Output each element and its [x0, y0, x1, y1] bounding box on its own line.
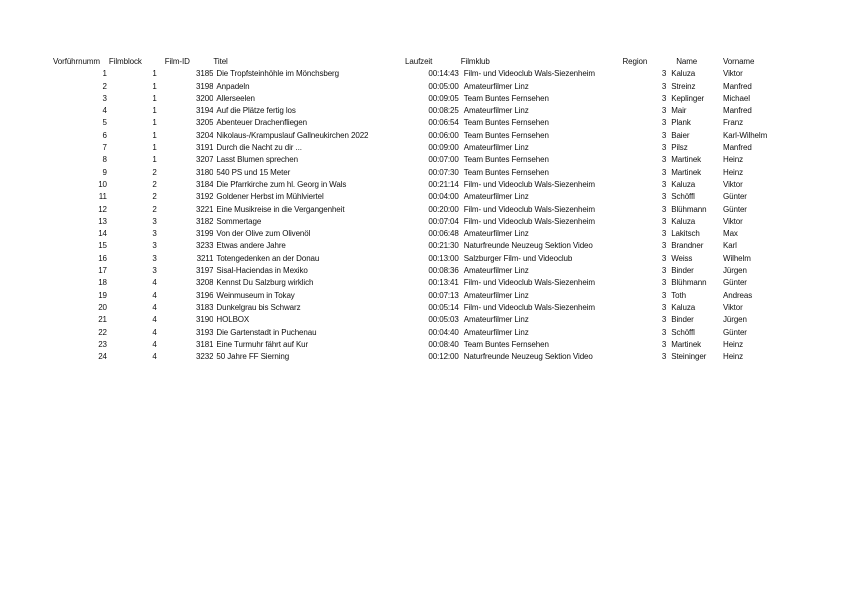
cell-vorfuehrnummer: 18 — [98, 278, 107, 288]
cell-name: Binder — [671, 266, 694, 276]
cell-film-id: 3185 — [196, 69, 214, 79]
cell-filmblock: 4 — [152, 302, 157, 312]
cell-film-id: 3196 — [196, 290, 214, 300]
cell-filmblock: 2 — [152, 167, 157, 177]
table-row — [53, 117, 773, 129]
cell-film-id: 3191 — [196, 143, 214, 153]
table-row — [53, 228, 773, 240]
cell-laufzeit: 00:05:00 — [428, 81, 459, 91]
cell-titel: Weinmuseum in Tokay — [216, 290, 295, 300]
cell-laufzeit: 00:07:00 — [428, 155, 459, 165]
cell-region: 3 — [661, 155, 667, 165]
cell-film-id: 3197 — [196, 266, 214, 276]
cell-film-id: 3193 — [196, 327, 214, 337]
table-row — [53, 179, 773, 191]
cell-vorname: Günter — [723, 327, 747, 337]
cell-film-id: 3208 — [196, 278, 214, 288]
cell-laufzeit: 00:04:40 — [428, 327, 459, 337]
cell-vorname: Manfred — [723, 106, 752, 116]
cell-filmblock: 1 — [152, 130, 157, 140]
cell-laufzeit: 00:06:00 — [428, 130, 459, 140]
cell-name: Brandner — [671, 241, 704, 251]
header-filmblock: Filmblock — [108, 57, 142, 66]
cell-vorname: Heinz — [723, 352, 743, 362]
cell-titel: Etwas andere Jahre — [216, 241, 286, 251]
cell-vorname: Wilhelm — [723, 253, 751, 263]
cell-region: 3 — [661, 315, 667, 325]
cell-film-id: 3194 — [196, 106, 214, 116]
cell-laufzeit: 00:21:30 — [428, 241, 459, 251]
cell-filmklub: Team Buntes Fernsehen — [463, 130, 549, 140]
cell-titel: Goldener Herbst im Mühlviertel — [216, 192, 324, 202]
cell-vorfuehrnummer: 6 — [102, 130, 107, 140]
cell-film-id: 3198 — [196, 81, 214, 91]
cell-titel: Sommertage — [216, 216, 262, 226]
cell-filmklub: Amateurfilmer Linz — [463, 192, 529, 202]
cell-name: Lakitsch — [671, 229, 700, 239]
cell-filmklub: Amateurfilmer Linz — [463, 327, 529, 337]
cell-filmklub: Film- und Videoclub Wals-Siezenheim — [463, 179, 595, 189]
cell-region: 3 — [661, 266, 667, 276]
cell-vorname: Viktor — [723, 179, 743, 189]
cell-vorname: Franz — [723, 118, 743, 128]
cell-filmklub: Film- und Videoclub Wals-Siezenheim — [463, 216, 595, 226]
cell-laufzeit: 00:07:13 — [428, 290, 459, 300]
cell-filmblock: 1 — [152, 143, 157, 153]
cell-vorname: Michael — [723, 93, 750, 103]
cell-name: Blühmann — [671, 278, 707, 288]
cell-laufzeit: 00:08:36 — [428, 266, 459, 276]
cell-region: 3 — [661, 327, 667, 337]
cell-film-id: 3184 — [196, 179, 214, 189]
cell-film-id: 3211 — [196, 253, 214, 263]
table-row — [53, 277, 773, 289]
table-row — [53, 81, 773, 93]
cell-name: Baier — [671, 130, 690, 140]
cell-filmklub: Team Buntes Fernsehen — [463, 118, 549, 128]
table-row — [53, 130, 773, 142]
cell-vorfuehrnummer: 19 — [98, 290, 107, 300]
cell-titel: Sisal-Haciendas in Mexiko — [216, 266, 308, 276]
cell-filmklub: Team Buntes Fernsehen — [463, 167, 549, 177]
cell-name: Pilsz — [671, 143, 688, 153]
table-row — [53, 167, 773, 179]
cell-name: Martinek — [671, 339, 702, 349]
cell-vorfuehrnummer: 24 — [98, 352, 107, 362]
cell-name: Streinz — [671, 81, 696, 91]
cell-titel: 540 PS und 15 Meter — [216, 167, 291, 177]
cell-titel: Lasst Blumen sprechen — [216, 155, 298, 165]
cell-region: 3 — [661, 192, 667, 202]
cell-filmblock: 1 — [152, 69, 157, 79]
cell-filmblock: 1 — [152, 93, 157, 103]
cell-vorname: Viktor — [723, 69, 743, 79]
cell-vorname: Günter — [723, 278, 747, 288]
cell-region: 3 — [661, 69, 667, 79]
cell-titel: Von der Olive zum Olivenöl — [216, 229, 311, 239]
cell-filmklub: Amateurfilmer Linz — [463, 229, 529, 239]
cell-filmklub: Naturfreunde Neuzeug Sektion Video — [463, 352, 593, 362]
cell-filmblock: 4 — [152, 290, 157, 300]
cell-name: Schöffl — [671, 327, 695, 337]
cell-laufzeit: 00:09:00 — [428, 143, 459, 153]
cell-vorfuehrnummer: 21 — [98, 315, 107, 325]
cell-laufzeit: 00:07:04 — [428, 216, 459, 226]
cell-film-id: 3200 — [196, 93, 214, 103]
cell-filmklub: Film- und Videoclub Wals-Siezenheim — [463, 204, 595, 214]
cell-region: 3 — [661, 302, 667, 312]
cell-film-id: 3232 — [196, 352, 214, 362]
cell-filmblock: 3 — [152, 229, 157, 239]
cell-filmklub: Salzburger Film- und Videoclub — [463, 253, 573, 263]
cell-vorfuehrnummer: 1 — [102, 69, 107, 79]
cell-titel: HOLBOX — [216, 315, 250, 325]
cell-titel: Die Pfarrkirche zum hl. Georg in Wals — [216, 179, 347, 189]
table-row — [53, 339, 773, 351]
cell-titel: Kennst Du Salzburg wirklich — [216, 278, 314, 288]
cell-vorname: Manfred — [723, 81, 752, 91]
cell-region: 3 — [661, 290, 667, 300]
cell-vorfuehrnummer: 11 — [98, 192, 107, 202]
cell-filmblock: 4 — [152, 352, 157, 362]
header-film-id: Film-ID — [164, 57, 190, 66]
cell-vorname: Karl — [723, 241, 737, 251]
cell-filmblock: 3 — [152, 216, 157, 226]
cell-name: Weiss — [671, 253, 693, 263]
cell-film-id: 3182 — [196, 216, 214, 226]
cell-vorname: Karl-Wilhelm — [723, 130, 768, 140]
cell-filmblock: 4 — [152, 327, 157, 337]
cell-vorfuehrnummer: 10 — [98, 179, 107, 189]
cell-vorfuehrnummer: 14 — [98, 229, 107, 239]
header-vorfuehrnummer: Vorführnumm — [53, 57, 100, 66]
table-row — [53, 327, 773, 339]
cell-titel: Abenteuer Drachenfliegen — [216, 118, 307, 128]
cell-name: Binder — [671, 315, 694, 325]
header-region: Region — [622, 57, 648, 66]
cell-region: 3 — [661, 106, 667, 116]
cell-titel: Durch die Nacht zu dir ... — [216, 143, 302, 153]
cell-vorname: Max — [723, 229, 738, 239]
cell-titel: Auf die Plätze fertig los — [216, 106, 296, 116]
cell-region: 3 — [661, 93, 667, 103]
cell-name: Schöffl — [671, 192, 695, 202]
header-vorname: Vorname — [723, 57, 755, 66]
cell-vorname: Günter — [723, 192, 747, 202]
cell-vorname: Viktor — [723, 216, 743, 226]
cell-laufzeit: 00:13:00 — [428, 253, 459, 263]
table-row — [53, 154, 773, 166]
spreadsheet-table-container — [53, 56, 773, 363]
cell-filmklub: Amateurfilmer Linz — [463, 315, 529, 325]
cell-vorfuehrnummer: 13 — [98, 216, 107, 226]
cell-film-id: 3192 — [196, 192, 214, 202]
cell-filmblock: 2 — [152, 179, 157, 189]
cell-region: 3 — [661, 118, 667, 128]
cell-film-id: 3204 — [196, 130, 214, 140]
cell-filmklub: Film- und Videoclub Wals-Siezenheim — [463, 69, 595, 79]
cell-laufzeit: 00:06:54 — [428, 118, 459, 128]
cell-filmblock: 3 — [152, 253, 157, 263]
cell-titel: Die Tropfsteinhöhle im Mönchsberg — [216, 69, 339, 79]
cell-titel: Anpadeln — [216, 81, 250, 91]
cell-laufzeit: 00:08:25 — [428, 106, 459, 116]
cell-vorfuehrnummer: 15 — [98, 241, 107, 251]
cell-laufzeit: 00:21:14 — [428, 179, 459, 189]
table-row — [53, 204, 773, 216]
cell-filmklub: Team Buntes Fernsehen — [463, 339, 549, 349]
cell-vorfuehrnummer: 22 — [98, 327, 107, 337]
table-row — [53, 302, 773, 314]
cell-laufzeit: 00:04:00 — [428, 192, 459, 202]
cell-vorname: Heinz — [723, 339, 743, 349]
table-row — [53, 191, 773, 203]
cell-film-id: 3190 — [196, 315, 214, 325]
cell-vorfuehrnummer: 2 — [102, 81, 107, 91]
cell-region: 3 — [661, 253, 667, 263]
cell-vorname: Heinz — [723, 167, 743, 177]
cell-region: 3 — [661, 241, 667, 251]
cell-region: 3 — [661, 216, 667, 226]
cell-filmklub: Team Buntes Fernsehen — [463, 93, 549, 103]
header-filmklub: Filmklub — [460, 57, 490, 66]
header-row — [53, 56, 773, 68]
cell-name: Kaluza — [671, 69, 696, 79]
cell-region: 3 — [661, 167, 667, 177]
cell-titel: Eine Turmuhr fährt auf Kur — [216, 339, 309, 349]
cell-filmblock: 2 — [152, 204, 157, 214]
cell-filmblock: 4 — [152, 339, 157, 349]
cell-filmklub: Naturfreunde Neuzeug Sektion Video — [463, 241, 593, 251]
cell-filmklub: Film- und Videoclub Wals-Siezenheim — [463, 278, 595, 288]
cell-region: 3 — [661, 130, 667, 140]
cell-vorfuehrnummer: 12 — [98, 204, 107, 214]
cell-vorname: Günter — [723, 204, 747, 214]
table-row — [53, 351, 773, 363]
cell-laufzeit: 00:20:00 — [428, 204, 459, 214]
cell-titel: Allerseelen — [216, 93, 255, 103]
header-titel: Titel — [213, 57, 228, 66]
table-row — [53, 290, 773, 302]
table-row — [53, 105, 773, 117]
cell-film-id: 3183 — [196, 302, 214, 312]
cell-region: 3 — [661, 179, 667, 189]
table-body — [53, 68, 773, 363]
cell-filmblock: 1 — [152, 106, 157, 116]
cell-region: 3 — [661, 352, 667, 362]
cell-laufzeit: 00:08:40 — [428, 339, 459, 349]
cell-film-id: 3199 — [196, 229, 214, 239]
cell-filmblock: 4 — [152, 278, 157, 288]
cell-filmblock: 3 — [152, 241, 157, 251]
cell-vorfuehrnummer: 16 — [98, 253, 107, 263]
cell-region: 3 — [661, 339, 667, 349]
cell-name: Keplinger — [671, 93, 705, 103]
table-row — [53, 93, 773, 105]
cell-vorfuehrnummer: 20 — [98, 302, 107, 312]
cell-vorfuehrnummer: 17 — [98, 266, 107, 276]
cell-laufzeit: 00:09:05 — [428, 93, 459, 103]
cell-vorname: Viktor — [723, 302, 743, 312]
cell-name: Mair — [671, 106, 687, 116]
cell-filmklub: Amateurfilmer Linz — [463, 290, 529, 300]
cell-name: Kaluza — [671, 302, 696, 312]
cell-filmklub: Amateurfilmer Linz — [463, 81, 529, 91]
table-row — [53, 265, 773, 277]
cell-vorname: Heinz — [723, 155, 743, 165]
cell-film-id: 3180 — [196, 167, 214, 177]
cell-titel: Dunkelgrau bis Schwarz — [216, 302, 301, 312]
cell-name: Blühmann — [671, 204, 707, 214]
cell-laufzeit: 00:07:30 — [428, 167, 459, 177]
cell-filmklub: Amateurfilmer Linz — [463, 143, 529, 153]
cell-filmklub: Amateurfilmer Linz — [463, 106, 529, 116]
cell-laufzeit: 00:05:14 — [428, 302, 459, 312]
cell-vorname: Jürgen — [723, 315, 747, 325]
header-laufzeit: Laufzeit — [405, 57, 433, 66]
cell-vorfuehrnummer: 7 — [102, 143, 107, 153]
cell-filmblock: 1 — [152, 155, 157, 165]
table-row — [53, 216, 773, 228]
cell-vorfuehrnummer: 23 — [98, 339, 107, 349]
cell-laufzeit: 00:14:43 — [428, 69, 459, 79]
film-screening-table — [53, 56, 773, 363]
cell-filmblock: 3 — [152, 266, 157, 276]
cell-vorfuehrnummer: 5 — [102, 118, 107, 128]
cell-film-id: 3181 — [196, 339, 214, 349]
table-row — [53, 253, 773, 265]
cell-name: Kaluza — [671, 216, 696, 226]
cell-filmblock: 4 — [152, 315, 157, 325]
cell-name: Martinek — [671, 167, 702, 177]
cell-filmblock: 1 — [152, 81, 157, 91]
cell-laufzeit: 00:13:41 — [428, 278, 459, 288]
cell-titel: 50 Jahre FF Sierning — [216, 352, 290, 362]
table-row — [53, 240, 773, 252]
cell-region: 3 — [661, 81, 667, 91]
cell-vorname: Jürgen — [723, 266, 747, 276]
cell-film-id: 3221 — [196, 204, 214, 214]
cell-vorname: Manfred — [723, 143, 752, 153]
cell-vorfuehrnummer: 4 — [102, 106, 107, 116]
cell-vorname: Andreas — [723, 290, 753, 300]
cell-titel: Nikolaus-/Krampuslauf Gallneukirchen 2022 — [216, 130, 369, 140]
cell-vorfuehrnummer: 8 — [102, 155, 107, 165]
cell-name: Plank — [671, 118, 691, 128]
table-row — [53, 314, 773, 326]
table-row — [53, 142, 773, 154]
cell-name: Steininger — [671, 352, 707, 362]
cell-filmklub: Film- und Videoclub Wals-Siezenheim — [463, 302, 595, 312]
table-row — [53, 68, 773, 80]
cell-filmblock: 2 — [152, 192, 157, 202]
cell-name: Martinek — [671, 155, 702, 165]
cell-film-id: 3205 — [196, 118, 214, 128]
cell-filmklub: Team Buntes Fernsehen — [463, 155, 549, 165]
cell-laufzeit: 00:12:00 — [428, 352, 459, 362]
cell-region: 3 — [661, 204, 667, 214]
cell-region: 3 — [661, 143, 667, 153]
cell-film-id: 3207 — [196, 155, 214, 165]
cell-region: 3 — [661, 229, 667, 239]
cell-laufzeit: 00:05:03 — [428, 315, 459, 325]
cell-titel: Totengedenken an der Donau — [216, 253, 320, 263]
cell-titel: Eine Musikreise in die Vergangenheit — [216, 204, 345, 214]
cell-vorfuehrnummer: 3 — [102, 93, 107, 103]
cell-titel: Die Gartenstadt in Puchenau — [216, 327, 317, 337]
cell-vorfuehrnummer: 9 — [102, 167, 107, 177]
cell-region: 3 — [661, 278, 667, 288]
cell-filmblock: 1 — [152, 118, 157, 128]
cell-name: Kaluza — [671, 179, 696, 189]
cell-laufzeit: 00:06:48 — [428, 229, 459, 239]
cell-name: Toth — [671, 290, 686, 300]
cell-filmklub: Amateurfilmer Linz — [463, 266, 529, 276]
header-name: Name — [676, 57, 698, 66]
cell-film-id: 3233 — [196, 241, 214, 251]
